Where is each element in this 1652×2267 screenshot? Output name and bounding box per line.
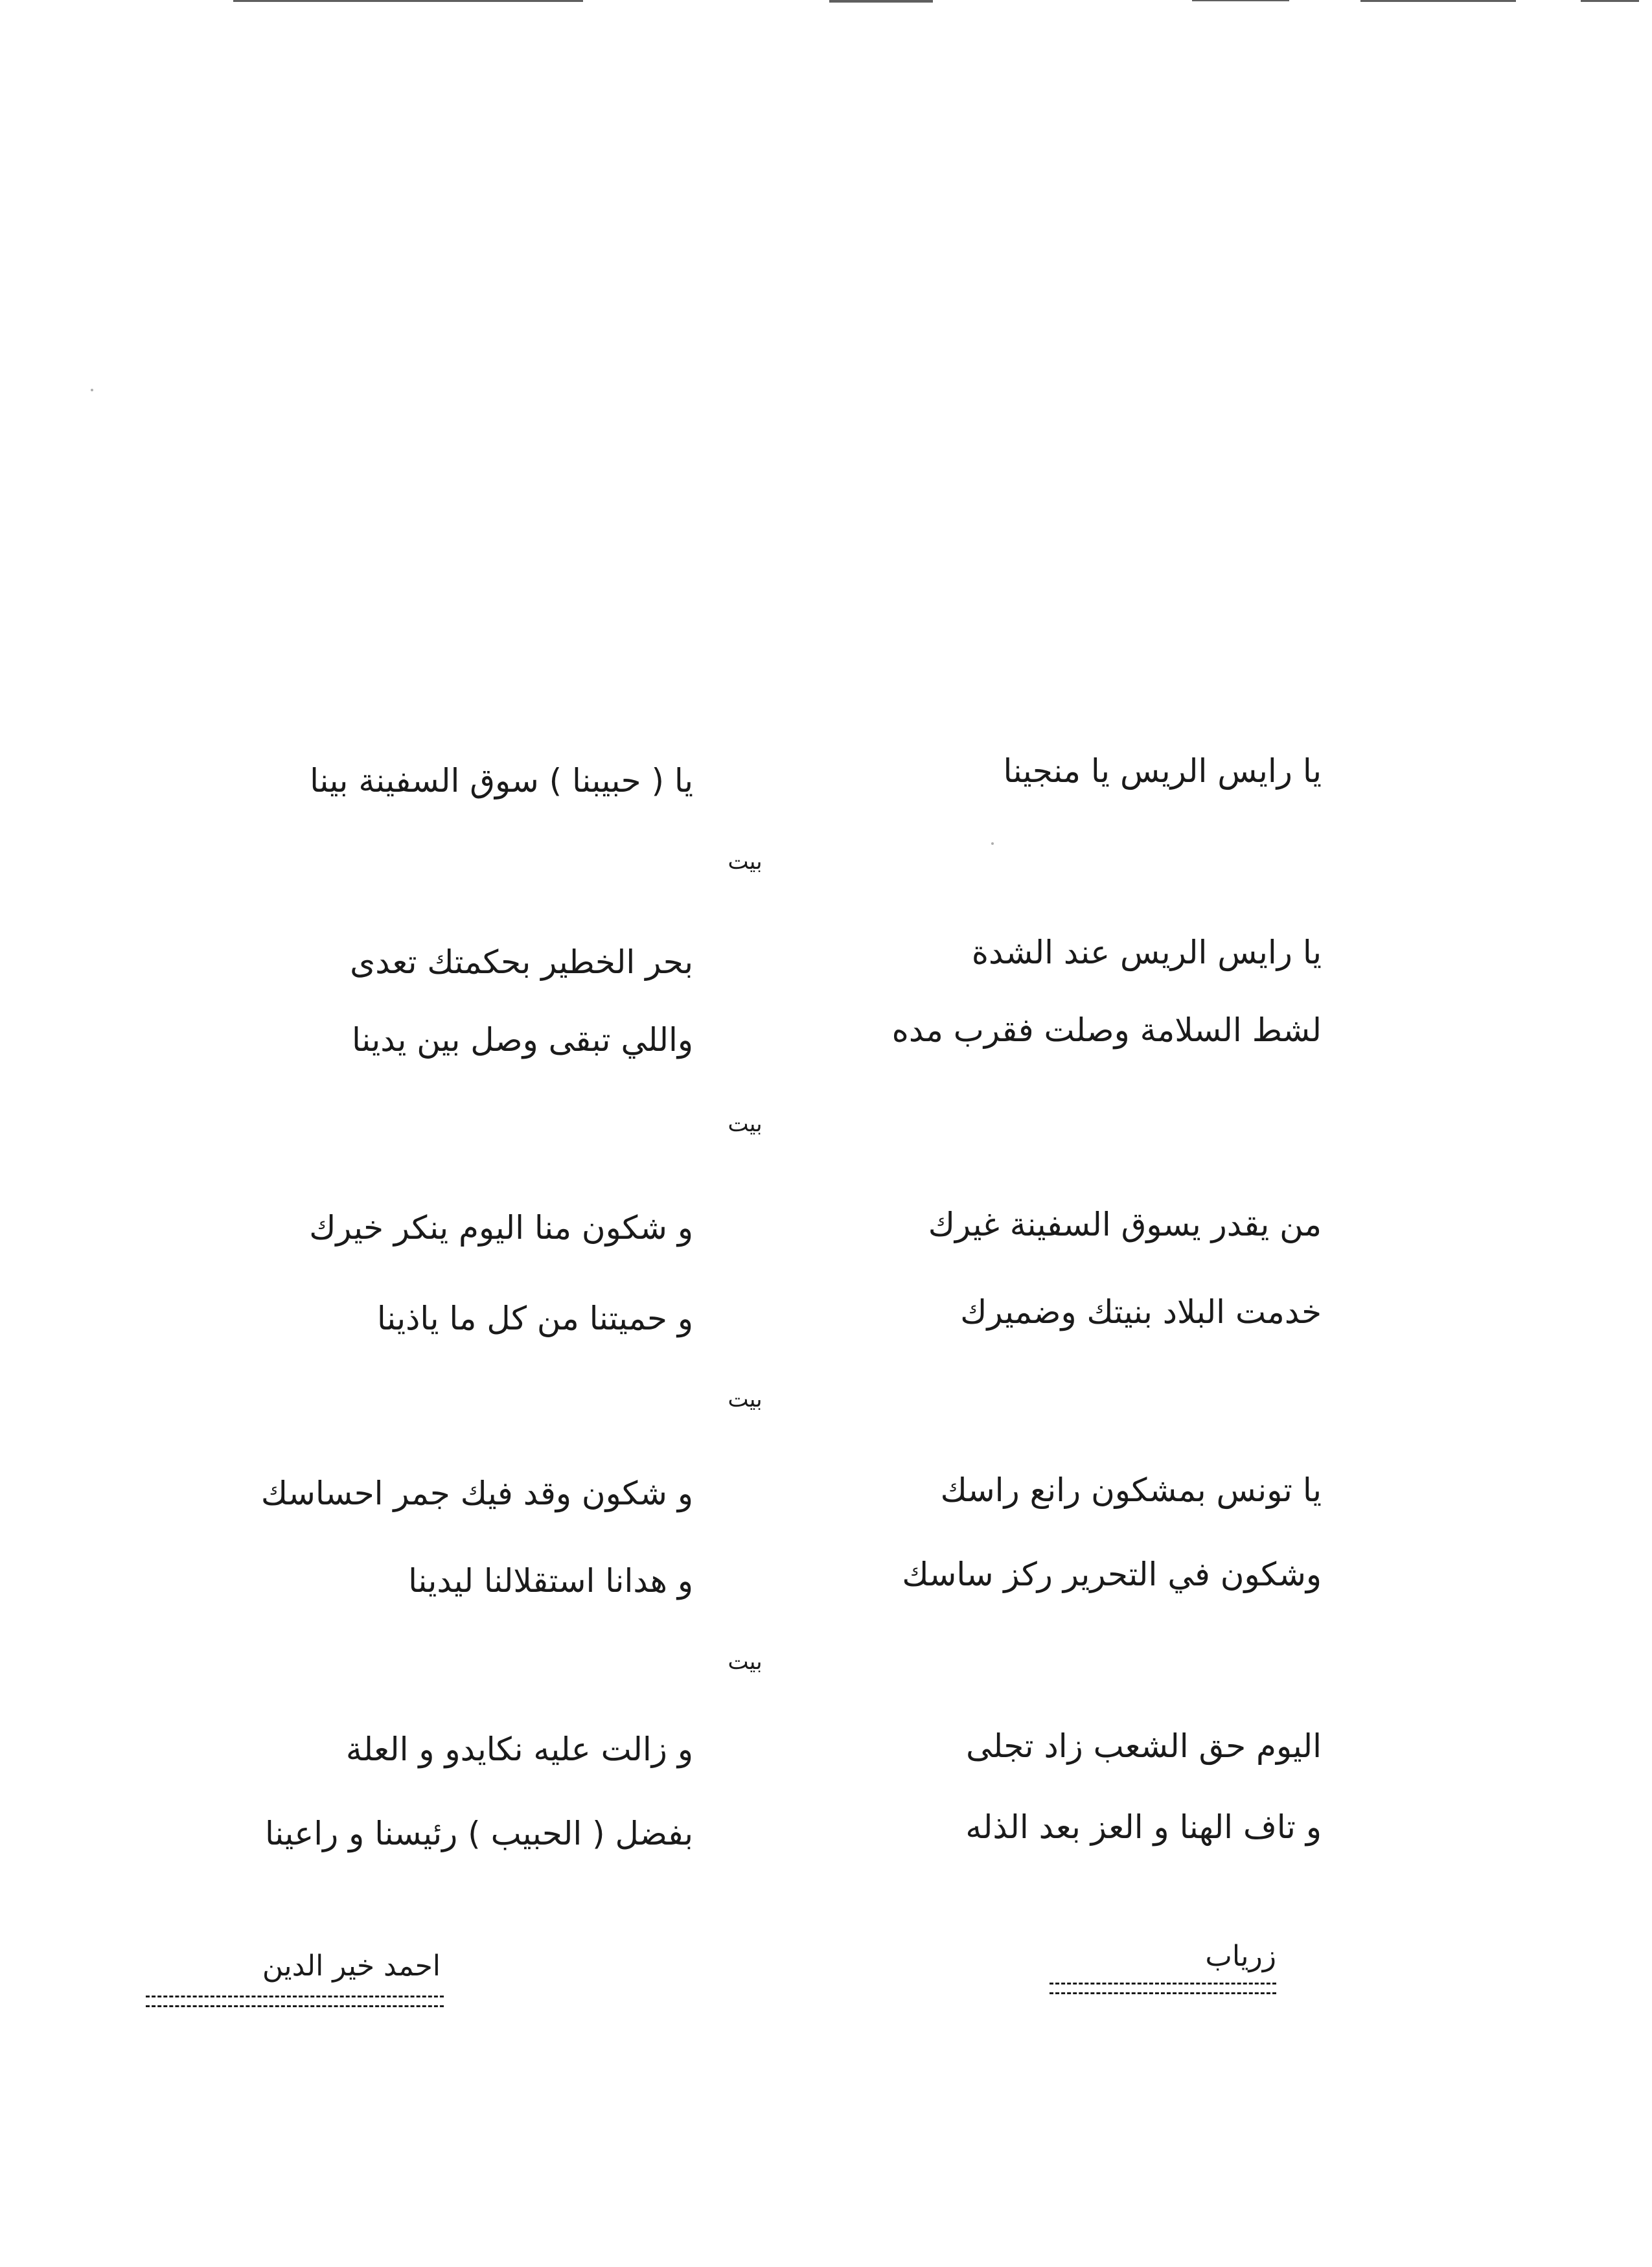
stanza-4-line-2-right: و تاف الهنا و العز بعد الذله xyxy=(965,1808,1322,1846)
scan-speck xyxy=(91,389,93,391)
stanza-2-line-1-right: من يقدر يسوق السفينة غيرك xyxy=(928,1206,1322,1243)
stanza-3-line-2-left: و هدانا استقلالنا ليدينا xyxy=(408,1562,693,1600)
singer-signature-underline xyxy=(1050,1983,1276,1994)
stanza-2-line-1-left: و شكون منا اليوم ينكر خيرك xyxy=(309,1209,693,1247)
scan-speck xyxy=(991,842,994,845)
stanza-1-line-2-left: واللي تبقى وصل بين يدينا xyxy=(352,1021,693,1059)
scan-mark xyxy=(1192,0,1289,1)
stanza-1-line-2-right: لشط السلامة وصلت فقرب مده xyxy=(891,1011,1322,1049)
stanza-4-line-1-left: و زالت عليه نكايدو و العلة xyxy=(345,1731,693,1768)
title-verse-right: يا رايس الريس يا منجينا xyxy=(1003,752,1322,790)
stanza-2-line-2-left: و حميتنا من كل ما ياذينا xyxy=(376,1300,693,1337)
singer-signature: زرياب xyxy=(1205,1940,1276,1973)
stanza-2-line-2-right: خدمت البلاد بنيتك وضميرك xyxy=(960,1293,1322,1331)
scan-mark xyxy=(1360,0,1516,2)
stanza-4-line-1-right: اليوم حق الشعب زاد تجلى xyxy=(966,1727,1322,1765)
stanza-3-line-1-right: يا تونس بمشكون رانع راسك xyxy=(940,1471,1322,1509)
scan-mark xyxy=(1581,0,1639,2)
refrain-label: بيت xyxy=(728,1111,763,1137)
refrain-label: بيت xyxy=(728,1649,763,1675)
refrain-label: بيت xyxy=(728,849,763,875)
scan-mark xyxy=(233,0,583,2)
title-verse-left: يا ( حبيبنا ) سوق السفينة بينا xyxy=(310,762,693,800)
stanza-3-line-1-left: و شكون وقد فيك جمر احساسك xyxy=(260,1475,693,1512)
poet-signature: احمد خير الدين xyxy=(262,1950,441,1983)
poet-signature-underline xyxy=(146,1996,444,2007)
stanza-1-line-1-right: يا رايس الريس عند الشدة xyxy=(971,934,1322,971)
stanza-3-line-2-right: وشكون في التحرير ركز ساسك xyxy=(902,1556,1322,1593)
scan-mark xyxy=(829,0,933,3)
stanza-1-line-1-left: بحر الخطير بحكمتك تعدى xyxy=(350,943,693,981)
stanza-4-line-2-left: بفضل ( الحبيب ) رئيسنا و راعينا xyxy=(265,1815,693,1852)
refrain-label: بيت xyxy=(728,1387,763,1412)
